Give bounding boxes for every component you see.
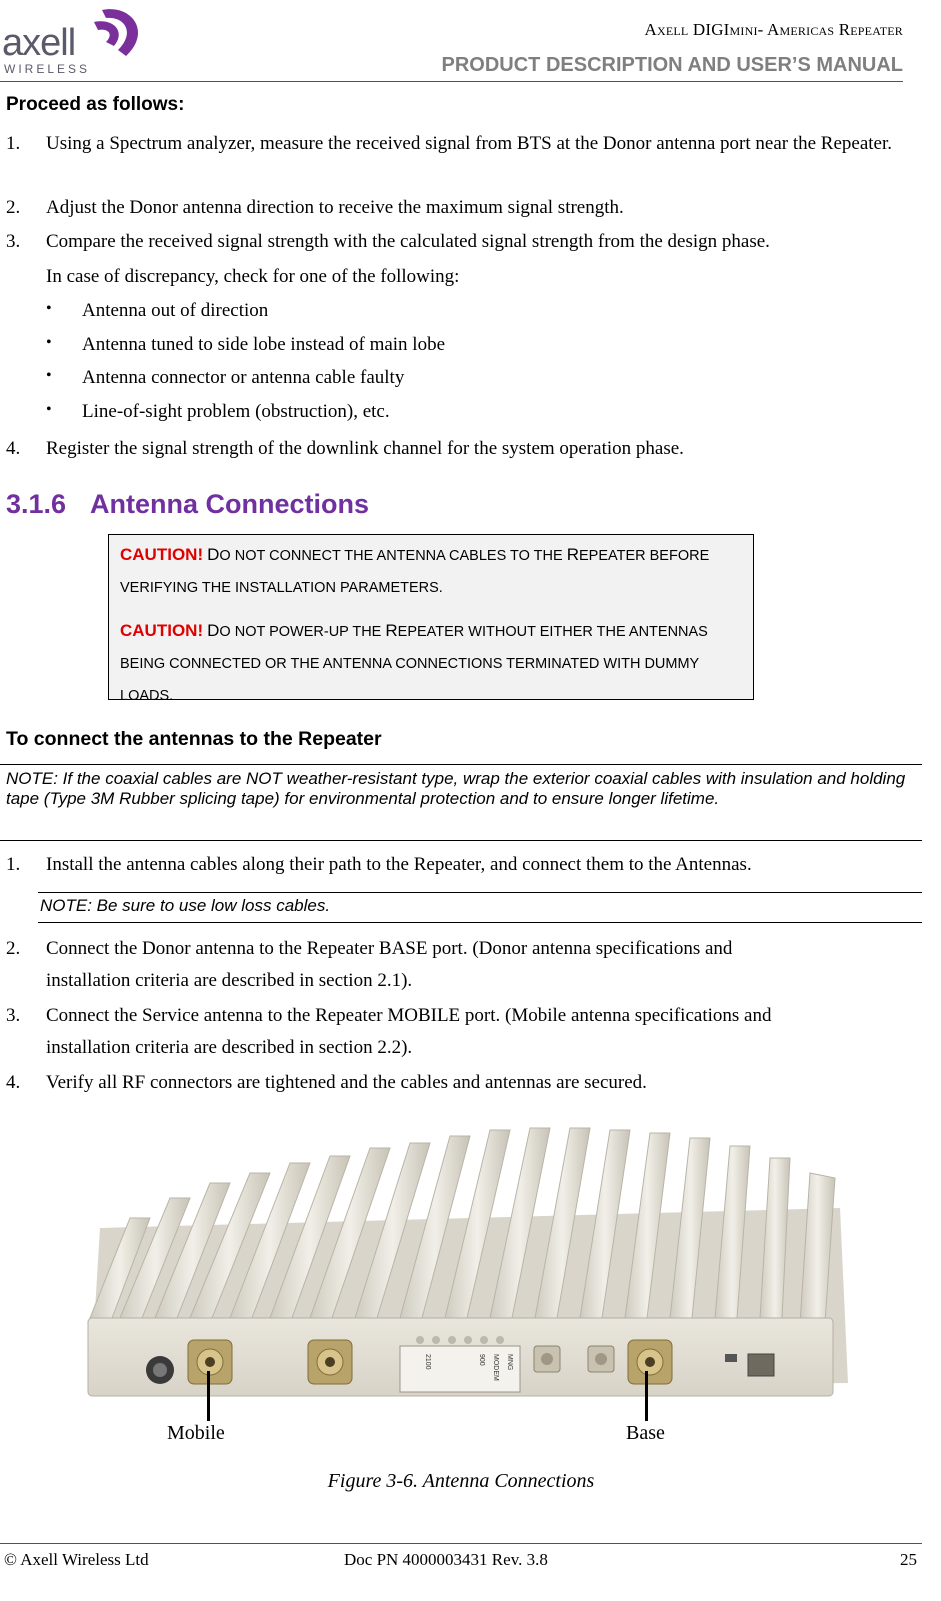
step-number: 1. [6, 133, 21, 154]
sma-connector [534, 1346, 560, 1372]
repeater-photo [80, 1118, 850, 1438]
proceed-step-1 [6, 130, 926, 186]
base-pointer [645, 1371, 648, 1421]
footer-rule [0, 1543, 922, 1544]
connect-step-3: 3. Connect the Service antenna to the Repeater MOBILE port. (Mobile antenna specifications and installation criteria are described in section 2.2). [6, 1005, 772, 1058]
bullet-item: • Antenna out of direction [46, 300, 269, 321]
section-title: Antenna Connections [90, 489, 370, 519]
weather-note: NOTE: If the coaxial cables are NOT weather-resistant type, wrap the exterior coaxial cables with insulation and holding tape (Type 3M Rubber splicing tape) for environmental protection and to ensure longer lifetime. [0, 764, 922, 841]
ethernet-port [748, 1354, 774, 1376]
step-text: Compare the received signal strength with the calculated signal strength from the design phase. [46, 231, 770, 252]
connect-step-1: 1. Install the antenna cables along their path to the Repeater, and connect them to the Antennas. [6, 854, 752, 875]
discrepancy-intro: In case of discrepancy, check for one of the following: [46, 266, 460, 287]
bullet-item: • Line-of-sight problem (obstruction), etc. [46, 401, 390, 422]
step-number: 4. [6, 438, 21, 459]
panel-label: MODEM [492, 1354, 499, 1381]
sma-connector [588, 1346, 614, 1372]
header-product-title: Axell DIGImini- Americas Repeater [644, 20, 903, 39]
step-number: 3. [6, 231, 21, 252]
status-panel [400, 1346, 520, 1392]
panel-label: 900 [478, 1354, 485, 1366]
caution-box [108, 534, 754, 704]
base-label: Base [626, 1422, 665, 1444]
proceed-step-2 [6, 194, 926, 222]
footer-doc-number: Doc PN 4000003431 Rev. 3.8 [344, 1550, 548, 1569]
logo-wordmark: axell [2, 22, 76, 64]
header-manual-title: PRODUCT DESCRIPTION AND USER’S MANUAL [441, 54, 903, 76]
bullet-item: • Antenna connector or antenna cable faulty [46, 367, 405, 388]
proceed-heading: Proceed as follows: [6, 94, 185, 115]
figure-caption: Figure 3-6. Antenna Connections [327, 1470, 595, 1492]
section-number: 3.1.6 [6, 489, 67, 519]
low-loss-note: NOTE: Be sure to use low loss cables. [38, 892, 922, 923]
step-text: Adjust the Donor antenna direction to receive the maximum signal strength. [46, 197, 624, 218]
connect-step-2: 2. Connect the Donor antenna to the Repeater BASE port. (Donor antenna specifications and installation criteria are described in section 2.1). [6, 938, 733, 991]
usb-port [725, 1354, 737, 1362]
caution-1: CAUTION! DO NOT CONNECT THE ANTENNA CABLES TO THE REPEATER BEFORE VERIFYING THE INSTALLATION PARAMETERS. [120, 545, 710, 596]
section-heading [6, 489, 369, 520]
step-text: Register the signal strength of the downlink channel for the system operation phase. [46, 438, 684, 459]
logo-subtitle: WIRELESS [4, 62, 91, 76]
proceed-step-3 [6, 228, 926, 256]
rf-port [308, 1340, 352, 1384]
step-text: Using a Spectrum analyzer, measure the received signal from BTS at the Donor antenna port near the Repeater. [46, 133, 893, 154]
power-connector [146, 1356, 174, 1384]
base-port [628, 1340, 672, 1384]
connect-heading: To connect the antennas to the Repeater [6, 728, 382, 750]
mobile-pointer [207, 1371, 210, 1421]
connect-step-4: 4. Verify all RF connectors are tightened and the cables and antennas are secured. [6, 1072, 647, 1093]
caution-2: CAUTION! DO NOT POWER-UP THE REPEATER WITHOUT EITHER THE ANTENNAS BEING CONNECTED OR THE ANTENNA CONNECTIONS TERMINATED WITH DUMMY LOADS. [120, 621, 708, 704]
panel-label: 2100 [424, 1354, 431, 1370]
proceed-step-4 [6, 435, 926, 463]
panel-label: MNG [506, 1354, 513, 1371]
bullet-item: • Antenna tuned to side lobe instead of main lobe [46, 334, 446, 355]
header-rule [0, 81, 903, 82]
footer-copyright: © Axell Wireless Ltd [4, 1550, 149, 1569]
footer-page-number: 25 [900, 1550, 917, 1569]
mobile-label: Mobile [167, 1422, 225, 1444]
step-number: 2. [6, 197, 21, 218]
